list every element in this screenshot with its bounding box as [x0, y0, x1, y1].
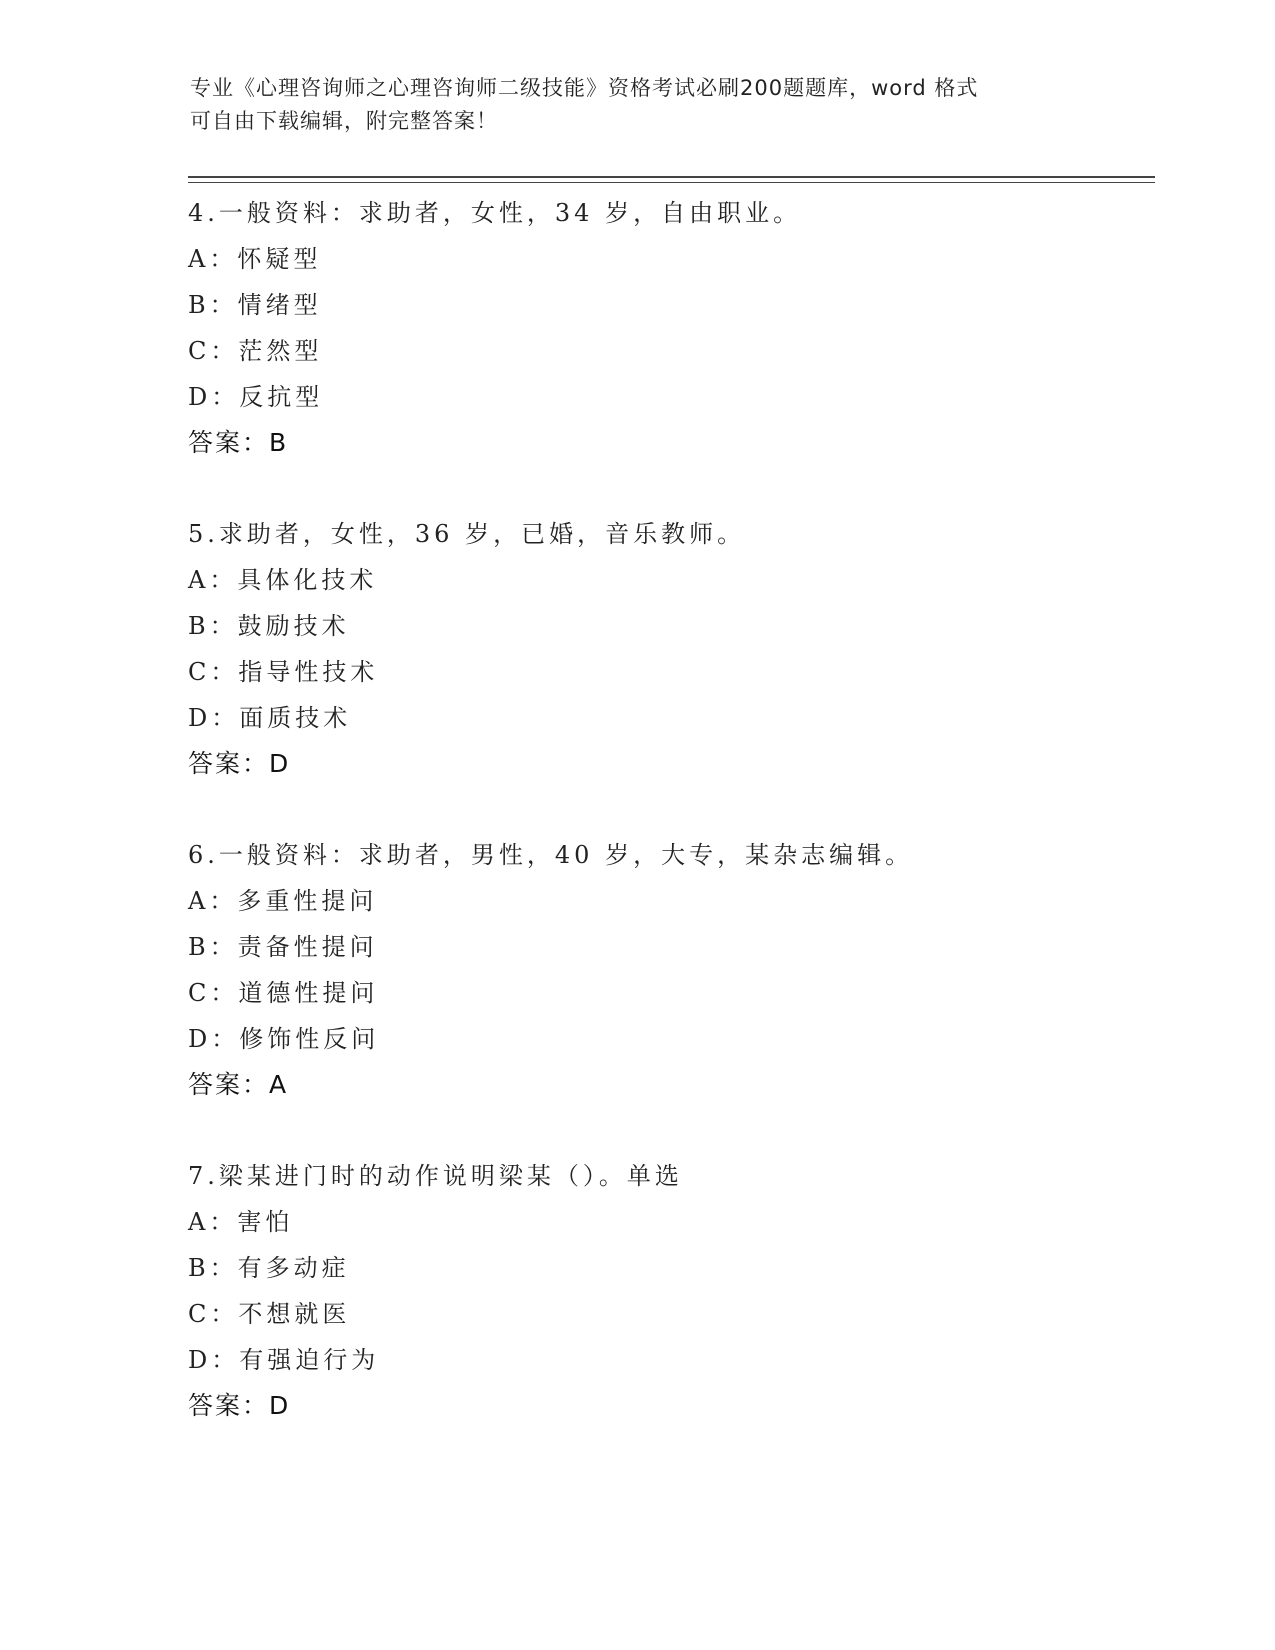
answer-line: 答案：D	[188, 1391, 291, 1420]
option-a: A：怀疑型	[188, 245, 322, 273]
option-a: A：具体化技术	[188, 566, 378, 594]
option-d: D：有强迫行为	[188, 1346, 380, 1374]
question-5	[188, 511, 1148, 787]
question-4	[188, 190, 1148, 466]
option-d: D：反抗型	[188, 383, 324, 411]
header-divider-thick	[188, 176, 1155, 178]
question-7	[188, 1153, 1148, 1429]
option-b: B：鼓励技术	[188, 612, 350, 640]
option-c: C：道德性提问	[188, 979, 379, 1007]
option-a: A：多重性提问	[188, 887, 378, 915]
answer-line: 答案：A	[188, 1070, 289, 1099]
option-b: B：有多动症	[188, 1254, 350, 1282]
question-stem: 5.求助者，女性，36 岁，已婚，音乐教师。	[188, 520, 746, 548]
option-c: C：指导性技术	[188, 658, 379, 686]
document-header	[190, 72, 1090, 138]
option-c: C：茫然型	[188, 337, 323, 365]
header-divider-thin	[188, 182, 1155, 183]
option-b: B：情绪型	[188, 291, 322, 319]
question-list	[188, 190, 1148, 1474]
question-stem: 4.一般资料：求助者，女性，34 岁，自由职业。	[188, 199, 802, 227]
header-title-line-2: 可自由下载编辑，附完整答案！	[190, 109, 498, 133]
question-6	[188, 832, 1148, 1108]
option-b: B：责备性提问	[188, 933, 378, 961]
option-d: D：面质技术	[188, 704, 352, 732]
answer-line: 答案：D	[188, 749, 291, 778]
question-stem: 7.梁某进门时的动作说明梁某（）。单选	[188, 1162, 683, 1190]
option-c: C：不想就医	[188, 1300, 351, 1328]
option-a: A：害怕	[188, 1208, 294, 1236]
header-title-line-1: 专业《心理咨询师之心理咨询师二级技能》资格考试必刷200题题库，word 格式	[190, 76, 979, 100]
question-stem: 6.一般资料：求助者，男性，40 岁，大专，某杂志编辑。	[188, 841, 914, 869]
option-d: D：修饰性反问	[188, 1025, 380, 1053]
answer-line: 答案：B	[188, 428, 289, 457]
